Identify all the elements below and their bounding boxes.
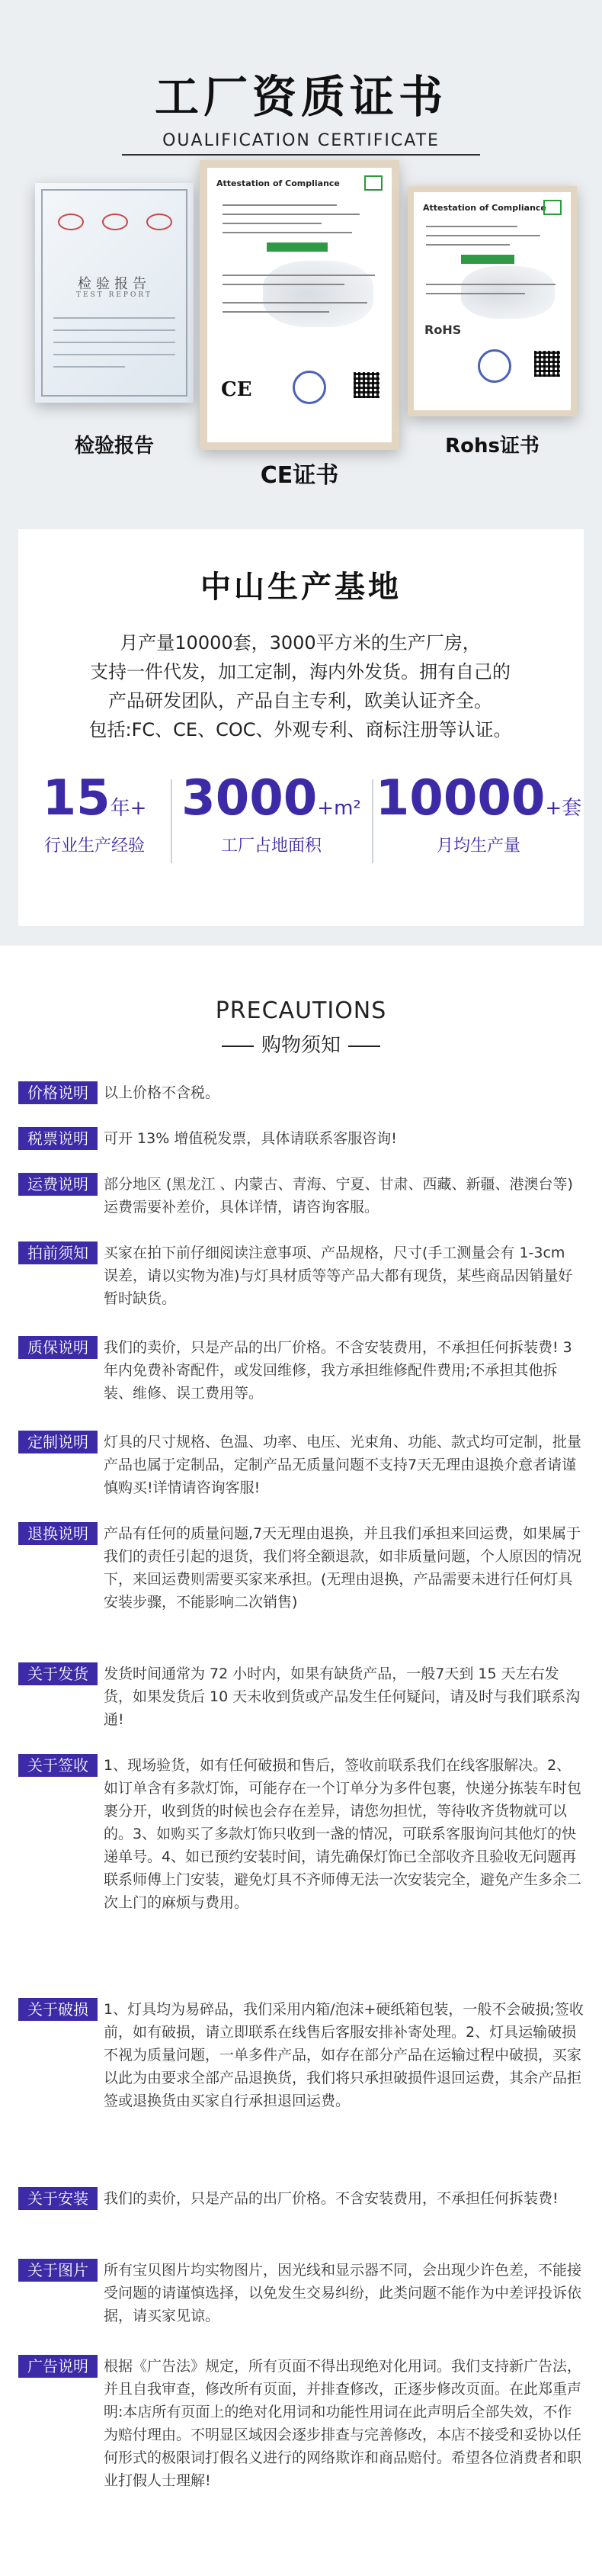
notice-text: 产品有任何的质量问题,7天无理由退换，并且我们承担来回运费，如果属于我们的责任引起的退货，我们将全额退款，如非质量问题，个人原因的情况下，来回运费则需要买家来承担。(无理由退换，产品需要未进行任何灯具安装步骤，不能影响二次销售)	[104, 1525, 582, 1611]
cma-logo-icon	[146, 214, 172, 230]
notice-text: 以上价格不含税。	[104, 1084, 220, 1101]
rohs-certificate-image	[408, 186, 577, 416]
title-dash-left	[222, 1045, 254, 1047]
test-report-title-cn: 检验报告	[78, 276, 151, 292]
world-map-watermark	[263, 261, 373, 326]
description-line: 支持一件代发，加工定制，海内外发货。拥有自己的	[90, 661, 511, 683]
text-line	[426, 244, 510, 246]
production-base-section	[0, 519, 602, 946]
notice-text: 买家在拍下前仔细阅读注意事项、产品规格，尺寸(手工测量会有 1-3cm 误差，请以实物为准)与灯具材质等等产品大都有现货，某些商品因销量好暂时缺货。	[104, 1245, 573, 1307]
text-line	[426, 284, 556, 285]
notice-tag: 关于签收	[18, 1754, 98, 1777]
report-line	[53, 354, 175, 355]
notice-text: 可开 13% 增值税发票，具体请联系客服咨询!	[104, 1130, 397, 1147]
production-base-title: 中山生产基地	[200, 570, 402, 605]
notice-tag: 定制说明	[18, 1431, 98, 1453]
notice-text: 1、现场验货，如有任何破损和售后，签收前联系我们在线客服解决。2、如订单含有多款灯饰，可能存在一个订单分为多件包裹，快递分拣装车时包裹分开，收到货的时候也会存在差异，请您勿担忧，等待收齐货物就可以的。3、如购买了多款灯饰只收到一盏的情况，可联系客服询问其他灯的快递单号。4、如已预约安装时间，请先确保灯饰已全部收齐且验收无问题再联系师傅上门安装，避免灯具不齐师傅无法一次安装完全，避免产生多余二次上门的麻烦与费用。	[104, 1757, 582, 1911]
text-line	[223, 223, 322, 224]
stat-factory-area	[172, 769, 370, 856]
notice-tag: 价格说明	[18, 1081, 98, 1104]
precautions-title-cn-wrap	[0, 1029, 602, 1058]
notice-text: 我们的卖价，只是产品的出厂价格。不含安装费用，不承担任何拆装费!	[104, 2190, 559, 2207]
stat-value: 3000	[181, 770, 318, 827]
notice-tag: 拍前须知	[18, 1241, 98, 1264]
brand-logo	[267, 243, 328, 252]
notice-tag: 关于发货	[18, 1662, 98, 1685]
report-line	[53, 329, 175, 331]
notice-tag: 关于图片	[18, 2259, 98, 2282]
test-report-image	[35, 183, 194, 403]
qr-code-icon	[534, 351, 560, 377]
report-line	[53, 317, 175, 319]
seal-icon	[293, 371, 326, 404]
text-line	[223, 204, 337, 206]
ilac-logo-icon	[102, 214, 128, 230]
ce-mark: CE	[221, 378, 252, 401]
certificate-section	[0, 0, 602, 519]
text-line	[426, 293, 525, 294]
ce-certificate-heading: Attestation of Compliance	[216, 178, 340, 188]
notice-text: 所有宝贝图片均实物图片，因光线和显示器不同，会出现少许色差，不能接受问题的请谨慎选择，以免发生交易纠纷，此类问题不能作为中差评投诉依据，请买家见谅。	[104, 2262, 582, 2324]
text-line	[223, 311, 329, 313]
notice-text: 我们的卖价，只是产品的出厂价格。不含安装费用，不承担任何拆装费! 3年内免费补寄配件，或发回维修，我方承担维修配件费用;不承担其他拆装、维修、误工费用等。	[104, 1339, 572, 1402]
notice-tag: 质保说明	[18, 1336, 98, 1359]
notice-tag: 税票说明	[18, 1127, 98, 1150]
stat-value: 10000	[375, 770, 546, 827]
description-line: 产品研发团队，产品自主专利，欧美认证齐全。	[108, 690, 492, 711]
notice-tag: 关于破损	[18, 1998, 98, 2021]
stat-experience	[18, 769, 171, 856]
certifier-logo-icon	[364, 175, 383, 191]
notice-tag: 运费说明	[18, 1173, 98, 1196]
stat-label: 行业生产经验	[43, 837, 145, 856]
test-report-caption: 检验报告	[74, 435, 154, 458]
brand-logo	[461, 255, 514, 264]
notice-tag: 退换说明	[18, 1522, 98, 1545]
description-line: 月产量10000套，3000平方米的生产厂房，	[120, 632, 481, 654]
production-base-description	[72, 628, 529, 744]
certificate-title: 工厂资质证书	[154, 71, 447, 123]
notice-tag: 关于安装	[18, 2187, 98, 2210]
ce-certificate-image	[200, 160, 399, 450]
rohs-certificate-heading: Attestation of Compliance	[423, 203, 546, 213]
cnas-logo-icon	[58, 214, 84, 230]
text-line	[223, 302, 367, 304]
text-line	[223, 284, 344, 285]
stat-label: 月均生产量	[436, 837, 520, 856]
stat-unit: +m²	[317, 797, 361, 820]
qr-code-icon	[354, 372, 379, 398]
stat-monthly-output	[373, 769, 584, 856]
rohs-mark: RoHS	[424, 323, 462, 337]
seal-icon	[478, 349, 511, 383]
report-line	[53, 342, 175, 343]
stat-label: 工厂占地面积	[220, 837, 322, 856]
text-line	[223, 214, 360, 215]
precautions-title-cn: 购物须知	[261, 1034, 341, 1057]
notice-text: 发货时间通常为 72 小时内，如果有缺货产品，一般7天到 15 天左右发货，如果发货后 10 天未收到货或产品发生任何疑问，请及时与我们联系沟通!	[104, 1665, 581, 1728]
notice-text: 部分地区 (黑龙江 、内蒙古、青海、宁夏、甘肃、西藏、新疆、港澳台等)运费需要补差价，具体详情，请咨询客服。	[104, 1176, 573, 1216]
notice-text: 1、灯具均为易碎品，我们采用内箱/泡沫+硬纸箱包装，一般不会破损;签收前，如有破损，请立即联系在线售后客服安排补寄处理。2、灯具运输破损不视为质量问题，一单多件产品，如存在部分产品在运输过程中破损，买家以此为由要求全部产品退换货，我们将只承担破损件退回运费，其余产品拒签或退换货由买家自行承担退回运费。	[104, 2001, 584, 2109]
text-line	[426, 226, 517, 227]
test-report-title-en: TEST REPORT	[75, 291, 152, 299]
rohs-certificate-caption: Rohs证书	[445, 435, 540, 458]
notice-text: 灯具的尺寸规格、色温、功率、电压、光束角、功能、款式均可定制，批量产品也属于定制品，定制产品无质量问题不支持7天无理由退换介意者请谨慎购买!详情请咨询客服!	[104, 1434, 582, 1496]
description-line: 包括:FC、CE、COC、外观专利、商标注册等认证。	[88, 719, 512, 740]
text-line	[223, 232, 352, 233]
text-line	[426, 235, 540, 236]
precautions-title-en: PRECAUTIONS	[215, 997, 387, 1024]
stat-unit: +套	[545, 797, 582, 820]
notice-text: 根据《广告法》规定，所有页面不得出现绝对化用词。我们支持新广告法，并且自我审查，修改所有页面，并排查修改，正逐步修改页面。在此郑重声明:本店所有页面上的绝对化用词和功能性用词在此声明后全部失效，不作为赔付理由。不明显区域因会逐步排查与完善修改，本店不接受和妥协以任何形式的极限词打假名义进行的网络欺诈和商品赔付。希望各位消费者和职业打假人士理解!	[104, 2358, 582, 2489]
certificate-subtitle: OUALIFICATION CERTIFICATE	[162, 131, 440, 150]
stat-value: 15	[42, 770, 110, 827]
ce-certificate-caption: CE证书	[260, 462, 339, 489]
stat-unit: 年+	[110, 797, 147, 820]
production-base-card	[18, 529, 584, 926]
text-line	[223, 275, 375, 276]
subtitle-underline	[122, 154, 480, 156]
title-dash-right	[348, 1045, 380, 1047]
certifier-logo-icon	[543, 200, 562, 215]
report-line	[53, 366, 125, 368]
notice-tag: 广告说明	[18, 2355, 98, 2378]
